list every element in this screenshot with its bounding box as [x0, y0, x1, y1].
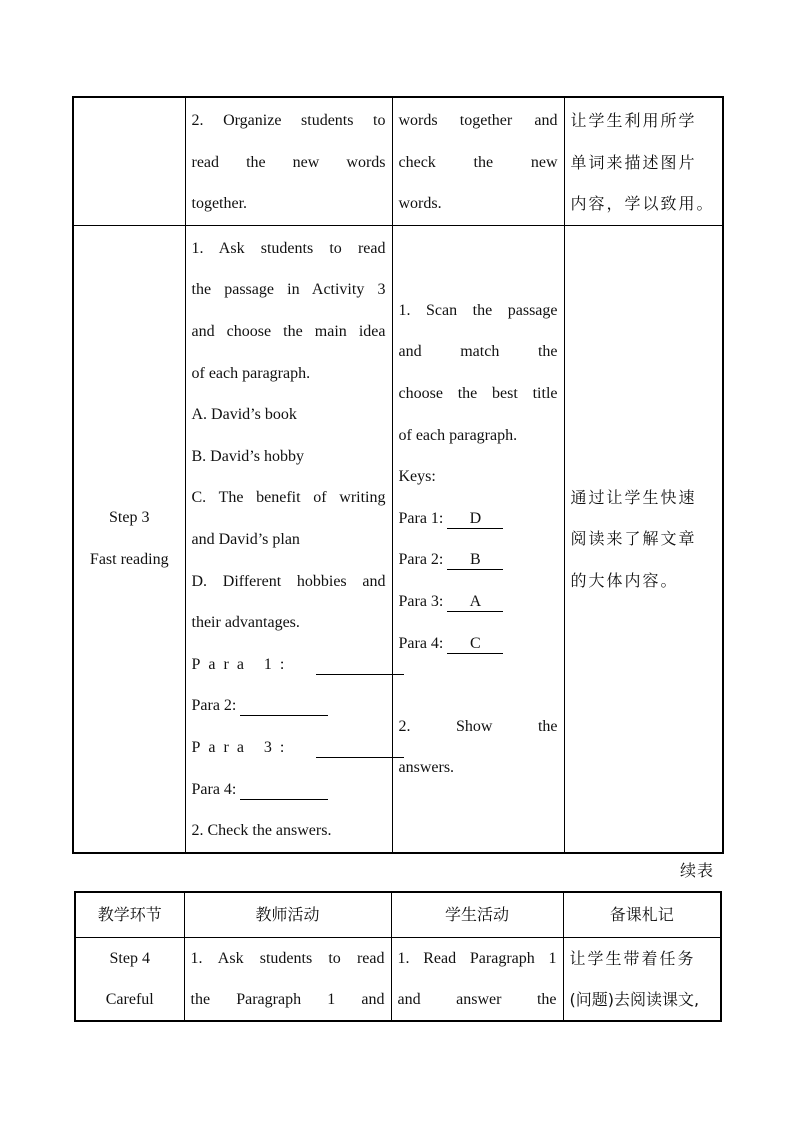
header-student: 学生活动	[391, 892, 563, 938]
text-line: choose the best title	[398, 384, 558, 402]
student-activity-cell	[391, 938, 563, 1022]
text-line: 1. Scan the passage	[398, 301, 558, 319]
step-name: Careful	[105, 991, 154, 1008]
step-cell	[75, 938, 184, 1022]
teacher-activity-cell	[185, 225, 392, 852]
text-line: and David’s plan	[191, 530, 300, 548]
notes-cell	[563, 938, 721, 1022]
blank-para-2: Para 2:	[192, 685, 386, 727]
text-line: 阅读来了解文章	[570, 529, 697, 549]
text-line: read the new words	[191, 153, 386, 171]
teacher-activity-cell	[184, 938, 391, 1022]
text-line: and answer the	[397, 991, 557, 1008]
text-line: check the new	[398, 153, 558, 171]
key-para-1: Para 1: D	[399, 498, 558, 540]
lesson-plan-table-continued	[74, 891, 722, 1022]
text-line: and match the	[398, 343, 558, 361]
blank-para-4: Para 4:	[192, 769, 386, 811]
blank-para-3: Para 3:	[192, 727, 386, 769]
text-line: their advantages.	[191, 614, 300, 632]
table-header-row	[75, 892, 721, 938]
text-line: 让学生利用所学	[570, 111, 697, 130]
text-line: words.	[398, 195, 442, 213]
step-cell	[73, 97, 185, 225]
spacer	[399, 664, 558, 706]
header-teacher: 教师活动	[184, 892, 391, 938]
step-cell	[73, 225, 185, 852]
text-line: (问题)去阅读课文,	[569, 990, 700, 1009]
student-activity-cell	[392, 225, 564, 852]
text-line: 2. Organize students to	[191, 112, 386, 129]
option-a: A. David’s book	[191, 406, 297, 424]
text-line: 的大体内容。	[570, 570, 679, 590]
text-line: and choose the main idea	[191, 322, 386, 340]
option-c: C. The benefit of writing	[191, 489, 386, 507]
text-line: 单词来描述图片	[570, 152, 697, 172]
text-line: of each paragraph.	[191, 364, 311, 382]
text-line: 1. Ask students to read	[190, 950, 385, 967]
keys-label: Keys:	[398, 468, 436, 486]
blank-para-1: Para 1:	[192, 644, 386, 686]
text-line: answers.	[398, 759, 455, 777]
student-activity-cell	[392, 97, 564, 225]
text-line: 通过让学生快速	[570, 487, 697, 507]
step-label: Step 3	[109, 509, 150, 527]
teacher-activity-cell	[185, 97, 392, 225]
header-notes: 备课札记	[563, 892, 721, 938]
notes-cell	[564, 225, 723, 852]
text-line: the Paragraph 1 and	[190, 991, 385, 1008]
text-line: 1. Ask students to read	[191, 239, 386, 257]
notes-cell	[564, 97, 723, 225]
table-row	[73, 97, 723, 225]
text-line: 内容，学以致用。	[570, 194, 715, 214]
text-line: 2. Show the	[398, 717, 558, 735]
continued-label: 续表	[680, 861, 715, 880]
header-step: 教学环节	[75, 892, 184, 938]
text-line: 让学生带着任务	[569, 949, 696, 968]
key-para-3: Para 3: A	[399, 581, 558, 623]
key-para-4: Para 4: C	[399, 623, 558, 665]
step-label: Step 4	[109, 950, 150, 967]
table-row	[73, 225, 723, 852]
table-row	[75, 938, 721, 1022]
option-d: D. Different hobbies and	[191, 572, 386, 590]
text-line: together.	[191, 195, 248, 213]
text-line: 2. Check the answers.	[191, 822, 332, 840]
key-para-2: Para 2: B	[399, 539, 558, 581]
text-line: of each paragraph.	[398, 426, 518, 444]
lesson-plan-table	[72, 96, 724, 854]
step-name: Fast reading	[89, 550, 169, 568]
text-line: the passage in Activity 3	[191, 281, 386, 299]
text-line: words together and	[398, 112, 558, 129]
text-line: 1. Read Paragraph 1	[397, 950, 557, 967]
option-b: B. David’s hobby	[191, 447, 304, 465]
